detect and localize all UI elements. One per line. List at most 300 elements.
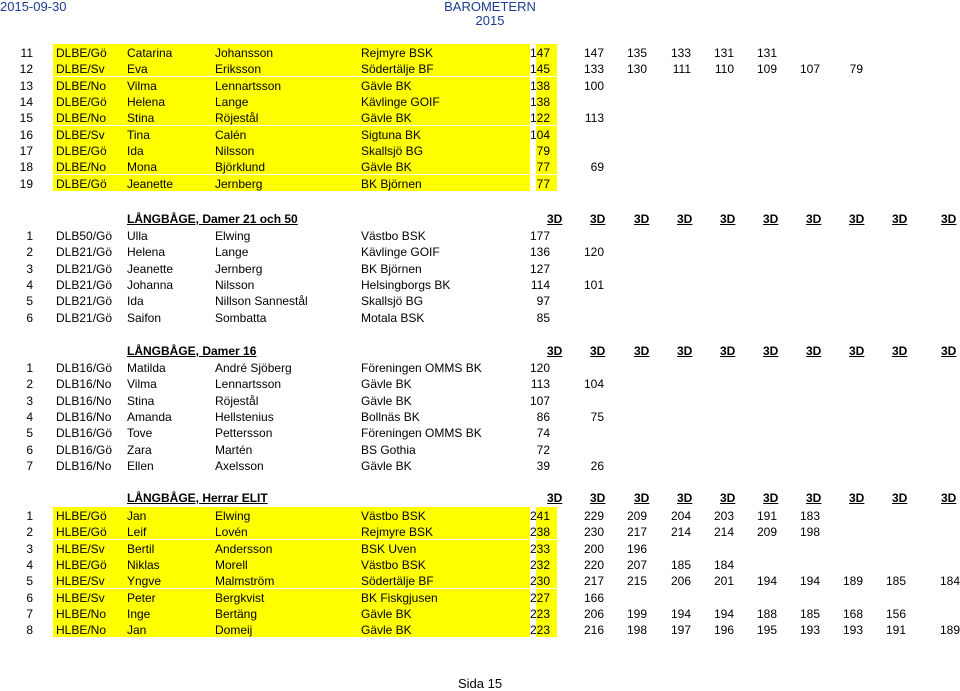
score: 26 [590,459,604,474]
rank: 4 [26,410,33,425]
first-name: Tina [127,127,150,142]
last-name: Lennartsson [215,78,282,93]
last-name: Jernberg [215,261,263,276]
class-code: DLBE/No [56,111,107,126]
rank: 12 [19,62,33,77]
score: 191 [756,509,777,523]
club: Södertälje BF [361,62,434,77]
column-header-3d: 3D [763,491,779,505]
score: 79 [536,144,550,159]
last-name: Nillson Sannestål [215,294,308,309]
score: 122 [529,111,550,126]
score: 166 [583,590,604,605]
row-highlight [53,93,530,109]
rank: 13 [19,78,33,93]
score: 184 [939,574,960,589]
score: 133 [670,46,691,60]
rank: 1 [26,509,33,523]
class-code: HLBE/No [56,623,107,638]
class-code: DLBE/No [56,160,107,175]
score: 238 [529,525,550,540]
rank: 18 [19,160,33,175]
score: 185 [885,574,906,589]
first-name: Zara [127,442,152,457]
class-code: DLBE/No [56,78,107,93]
class-code: DLB16/No [56,393,112,408]
last-name: Lovén [215,525,248,540]
score: 75 [590,410,604,425]
table-row [0,276,960,292]
score: 189 [842,574,863,589]
row-highlight [53,109,530,125]
first-name: Helena [127,95,166,110]
table-row [0,60,960,76]
last-name: Jernberg [215,176,263,191]
club: BSK Uven [361,541,417,556]
row-highlight [53,621,530,637]
score: 100 [583,78,604,93]
club: Gävle BK [361,393,412,408]
column-header-3d: 3D [892,212,908,226]
last-name: Nilsson [215,144,255,159]
class-code: DLBE/Sv [56,127,105,142]
table-row [0,243,960,259]
report-date: 2015-09-30 [0,0,67,14]
first-name: Stina [127,393,155,408]
row-highlight [53,175,530,191]
first-name: Bertil [127,541,155,556]
first-name: Stina [127,111,155,126]
column-header-3d: 3D [806,212,822,226]
report-title-name: BAROMETERN [444,0,536,14]
score: 101 [583,278,604,293]
first-name: Vilma [127,78,157,93]
score: 193 [799,623,820,638]
column-header-3d: 3D [892,491,908,505]
column-header-3d: 3D [547,491,563,505]
score: 120 [583,245,604,260]
score: 109 [756,62,777,77]
column-header-3d: 3D [634,212,650,226]
score: 107 [529,393,550,408]
score: 200 [583,541,604,556]
club: Gävle BK [361,377,412,392]
row-highlight [53,77,530,93]
table-row [0,589,960,605]
score: 191 [885,623,906,638]
rank: 2 [26,377,33,392]
club: BK Fiskgjusen [361,590,438,605]
rank: 17 [19,144,33,159]
score: 77 [536,160,550,175]
last-name: Martén [215,442,253,457]
club: Helsingborgs BK [361,278,451,293]
table-row [0,109,960,125]
row-highlight [53,523,530,539]
last-name: Sombatta [215,310,267,325]
score: 220 [583,558,604,573]
first-name: Inge [127,607,151,622]
score: 215 [626,574,647,589]
score: 131 [756,46,777,60]
rank: 2 [26,245,33,260]
class-code: HLBE/Sv [56,541,105,556]
column-header-3d: 3D [677,491,693,505]
last-name: Lange [215,245,249,260]
score: 156 [885,607,906,622]
last-name: Bertäng [215,607,258,622]
club: Västbo BSK [361,558,426,573]
score: 194 [756,574,777,589]
column-header-3d: 3D [849,212,865,226]
table-row [0,392,960,408]
score: 197 [670,623,691,638]
table-row [0,556,960,572]
first-name: Jeanette [127,261,174,276]
score: 206 [670,574,691,589]
score: 39 [536,459,550,474]
score: 217 [626,525,647,540]
column-header-3d: 3D [720,212,736,226]
score: 207 [626,558,647,573]
class-code: HLBE/No [56,607,107,622]
club: Gävle BK [361,607,412,622]
score: 79 [849,62,863,77]
class-code: DLB16/No [56,459,112,474]
first-name: Jeanette [127,176,174,191]
column-header-3d: 3D [849,344,865,358]
class-code: DLB16/Gö [56,361,113,375]
score: 147 [583,46,604,60]
club: Kävlinge GOIF [361,245,440,260]
rank: 7 [26,607,33,622]
score: 194 [670,607,691,622]
score: 183 [799,509,820,523]
rank: 16 [19,127,33,142]
first-name: Ida [127,294,144,309]
class-code: DLBE/Sv [56,62,105,77]
column-header-3d: 3D [634,344,650,358]
score: 168 [842,607,863,622]
last-name: Johansson [215,46,274,60]
row-highlight [53,126,530,142]
last-name: Röjestål [215,111,259,126]
club: BK Björnen [361,261,422,276]
club: Södertälje BF [361,574,434,589]
score: 241 [529,509,550,523]
rank: 1 [26,361,33,375]
table-row [0,540,960,556]
table-row [0,93,960,109]
class-code: HLBE/Gö [56,525,107,540]
score: 110 [714,62,734,77]
last-name: Calén [215,127,247,142]
score: 120 [529,361,550,375]
first-name: Yngve [127,574,162,589]
first-name: Mona [127,160,158,175]
class-code: HLBE/Gö [56,558,107,573]
column-header-3d: 3D [547,344,563,358]
score: 77 [536,176,550,191]
score: 209 [626,509,647,523]
first-name: Amanda [127,410,172,425]
score: 85 [536,310,550,325]
score: 114 [530,278,550,293]
row-highlight [53,556,530,572]
score: 184 [713,558,734,573]
column-header-3d: 3D [677,344,693,358]
table-row [0,621,960,637]
score: 195 [756,623,777,638]
column-header-3d: 3D [634,491,650,505]
table-row [0,142,960,158]
last-name: Pettersson [215,426,273,441]
rank: 2 [26,525,33,540]
club: Gävle BK [361,623,412,638]
column-header-3d: 3D [806,344,822,358]
score: 107 [799,62,820,77]
row-highlight [53,605,530,621]
rank: 8 [26,623,33,638]
club: Västbo BSK [361,509,426,523]
club: Föreningen OMMS BK [361,361,482,375]
club: Gävle BK [361,78,412,93]
rank: 15 [19,111,33,126]
class-code: DLB16/Gö [56,426,113,441]
column-header-3d: 3D [590,491,606,505]
rank: 4 [26,558,33,573]
score: 194 [713,607,734,622]
first-name: Jan [127,509,147,523]
score: 127 [529,261,550,276]
class-code: DLBE/Gö [56,144,107,159]
club: Gävle BK [361,111,412,126]
class-code: DLBE/Gö [56,95,107,110]
last-name: Elwing [215,229,251,243]
table-row [0,309,960,325]
club: BS Gothia [361,442,416,457]
score: 194 [799,574,820,589]
table-row [0,227,960,243]
rank: 7 [26,459,33,474]
class-code: DLBE/Gö [56,46,107,60]
section-title: LÅNGBÅGE, Herrar ELIT [127,491,268,505]
first-name: Ulla [127,229,148,243]
row-highlight [53,142,530,158]
score: 138 [529,95,550,110]
last-name: Axelsson [215,459,264,474]
score: 104 [529,127,550,142]
last-name: Lennartsson [215,377,282,392]
row-highlight [53,572,530,588]
score: 130 [626,62,647,77]
score: 232 [529,558,550,573]
first-name: Vilma [127,377,157,392]
score: 131 [713,46,734,60]
score: 135 [626,46,647,60]
score: 223 [529,607,550,622]
table-row [0,44,960,60]
score: 113 [530,377,550,392]
score: 204 [670,509,691,523]
first-name: Ida [127,144,144,159]
score: 230 [529,574,550,589]
table-row [0,507,960,523]
column-header-3d: 3D [547,212,563,226]
table-row [0,126,960,142]
first-name: Eva [127,62,148,77]
table-row [0,457,960,473]
score: 214 [670,525,691,540]
rank: 5 [26,574,33,589]
score: 74 [536,426,550,441]
last-name: Eriksson [215,62,262,77]
first-name: Peter [127,590,156,605]
rank: 6 [26,442,33,457]
last-name: Domeij [215,623,253,638]
table-row [0,175,960,191]
page-number: Sida 15 [457,676,503,691]
score: 229 [583,509,604,523]
table-row [0,375,960,391]
score: 203 [713,509,734,523]
table-row [0,605,960,621]
rank: 6 [26,590,33,605]
last-name: Björklund [215,160,266,175]
table-row [0,359,960,375]
class-code: DLB21/Gö [56,245,113,260]
score: 136 [529,245,550,260]
score: 185 [670,558,691,573]
table-row [0,441,960,457]
score: 185 [799,607,820,622]
score: 138 [529,78,550,93]
score: 104 [583,377,604,392]
column-header-3d: 3D [892,344,908,358]
rank: 6 [26,310,33,325]
score: 217 [583,574,604,589]
table-row [0,77,960,93]
rank: 1 [26,229,33,243]
column-header-3d: 3D [677,212,693,226]
score: 227 [529,590,550,605]
score: 198 [626,623,647,638]
column-header-3d: 3D [763,212,779,226]
score: 196 [626,541,647,556]
first-name: Niklas [127,558,160,573]
last-name: André Sjöberg [215,361,292,375]
column-header-3d: 3D [720,344,736,358]
score: 145 [529,62,550,77]
column-header-3d: 3D [590,344,606,358]
score: 86 [536,410,550,425]
score: 233 [529,541,550,556]
last-name: Elwing [215,509,251,523]
report-title [440,0,540,28]
column-header-3d: 3D [590,212,606,226]
last-name: Bergkvist [215,590,265,605]
row-highlight [53,158,530,174]
class-code: HLBE/Gö [56,509,107,523]
rank: 5 [26,426,33,441]
report-title-year: 2015 [475,13,505,28]
table-row [0,260,960,276]
column-header-3d: 3D [720,491,736,505]
column-header-3d: 3D [941,491,957,505]
first-name: Helena [127,245,166,260]
rank: 5 [26,294,33,309]
club: Föreningen OMMS BK [361,426,482,441]
column-header-3d: 3D [763,344,779,358]
column-header-3d: 3D [806,491,822,505]
score: 97 [536,294,550,309]
class-code: HLBE/Sv [56,590,105,605]
row-highlight [53,589,530,605]
class-code: DLB16/No [56,410,112,425]
score: 230 [583,525,604,540]
club: Motala BSK [361,310,425,325]
score: 72 [536,442,550,457]
score: 198 [799,525,820,540]
club: Gävle BK [361,459,412,474]
column-header-3d: 3D [941,344,957,358]
class-code: DLB50/Gö [56,229,113,243]
row-highlight [53,507,530,523]
score: 209 [756,525,777,540]
score: 133 [583,62,604,77]
club: BK Björnen [361,176,422,191]
club: Rejmyre BSK [361,46,434,60]
last-name: Nilsson [215,278,255,293]
rank: 3 [26,541,33,556]
first-name: Matilda [127,361,166,375]
first-name: Catarina [127,46,173,60]
club: Rejmyre BSK [361,525,434,540]
rank: 11 [20,46,33,60]
club: Gävle BK [361,160,412,175]
club: Skallsjö BG [361,144,424,159]
first-name: Johanna [127,278,174,293]
table-row [0,292,960,308]
score: 193 [842,623,863,638]
score: 188 [756,607,777,622]
table-row [0,523,960,539]
class-code: DLB21/Gö [56,261,113,276]
rank: 19 [19,176,33,191]
club: Kävlinge GOIF [361,95,440,110]
rank: 4 [26,278,33,293]
score: 111 [672,62,691,77]
class-code: DLB21/Gö [56,278,113,293]
table-row [0,424,960,440]
club: Bollnäs BK [361,410,420,425]
column-header-3d: 3D [849,491,865,505]
row-highlight [53,60,530,76]
first-name: Ellen [127,459,154,474]
column-header-3d: 3D [941,212,957,226]
last-name: Andersson [215,541,273,556]
section-title: LÅNGBÅGE, Damer 21 och 50 [127,212,298,226]
table-row [0,408,960,424]
class-code: DLB21/Gö [56,310,113,325]
score: 113 [584,111,604,126]
club: Skallsjö BG [361,294,424,309]
score: 69 [590,160,604,175]
table-row [0,158,960,174]
first-name: Tove [127,426,153,441]
score: 214 [713,525,734,540]
first-name: Leif [127,525,147,540]
